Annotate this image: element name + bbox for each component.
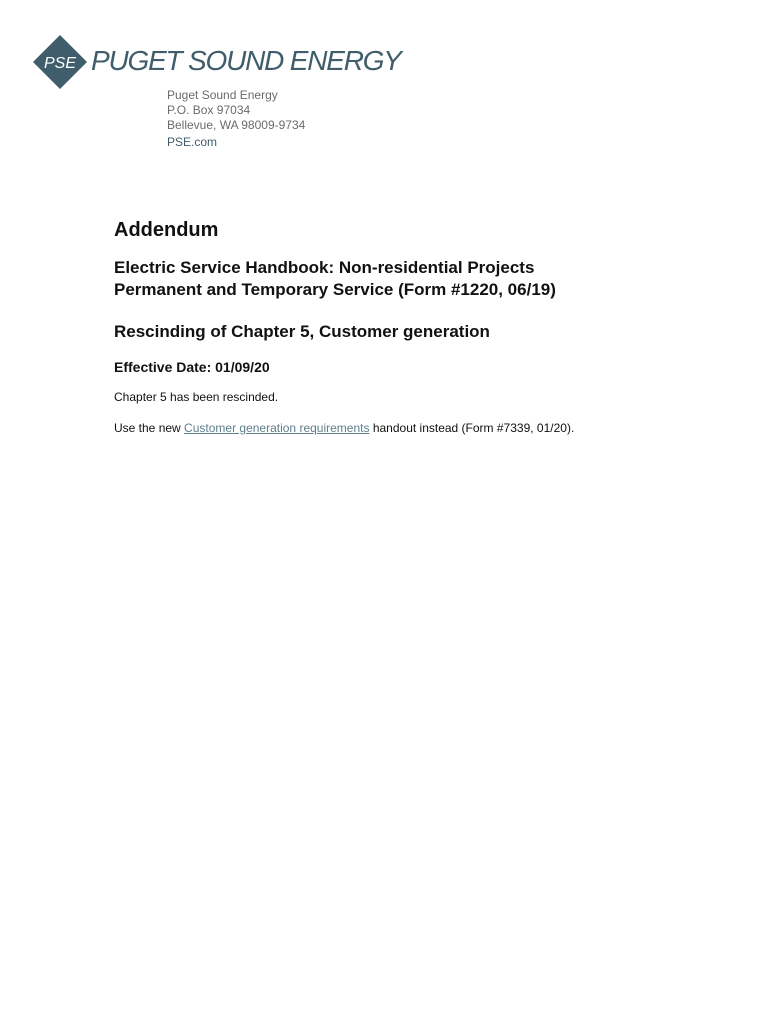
- page-title: Addendum: [114, 219, 219, 241]
- company-address: [167, 88, 305, 150]
- company-wordmark: PUGET SOUND ENERGY: [91, 45, 401, 76]
- company-website: PSE.com: [167, 135, 218, 149]
- address-po-box: P.O. Box 97034: [167, 103, 251, 117]
- effective-date: Effective Date: 01/09/20: [114, 359, 270, 375]
- instruction-prefix: Use the new: [114, 421, 185, 435]
- document-body: [114, 217, 734, 436]
- pse-logo-icon: [33, 35, 87, 89]
- handbook-title-line2: Permanent and Temporary Service (Form #1220, 06/19): [114, 280, 556, 299]
- rescinded-paragraph: Chapter 5 has been rescinded.: [114, 390, 279, 404]
- address-city: Bellevue, WA 98009-9734: [167, 118, 306, 132]
- address-company: Puget Sound Energy: [167, 88, 278, 102]
- handbook-title: [114, 257, 734, 301]
- logo-initials: PSE: [43, 55, 77, 72]
- instruction-paragraph: [114, 420, 734, 436]
- rescind-heading: Rescinding of Chapter 5, Customer generation: [114, 322, 490, 341]
- customer-generation-link[interactable]: Customer generation requirements: [184, 421, 370, 435]
- handbook-title-line1: Electric Service Handbook: Non-residential Projects: [114, 258, 535, 277]
- instruction-suffix: handout instead (Form #7339, 01/20).: [369, 421, 575, 435]
